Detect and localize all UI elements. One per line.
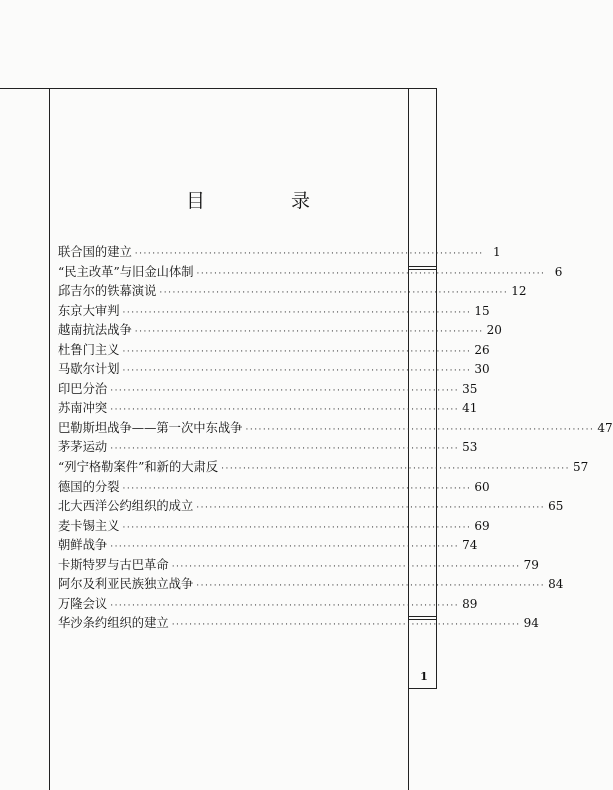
toc-entry[interactable] [58,574,564,594]
toc-entry[interactable] [58,340,490,360]
toc-entry-page: 20 [486,323,502,338]
toc-leader-dots: ················································································ [110,444,460,455]
toc-leader-dots: ················································································ [110,385,460,396]
toc-entry-page: 41 [462,401,478,416]
toc-entry-page: 60 [474,479,490,494]
toc-leader-dots: ················································································ [221,464,571,475]
toc-entry-title: 朝鲜战争 [58,538,108,553]
toc-entry-page: 35 [462,381,478,396]
toc-entry-page: 94 [523,616,539,631]
toc-leader-dots: ················································································ [110,405,460,416]
toc-entry[interactable] [58,594,478,614]
toc-leader-dots: ················································································ [122,346,472,357]
toc-entry-title: 华沙条约组织的建立 [58,616,169,631]
toc-entry-page: 65 [548,499,564,514]
toc-entry-page: 30 [474,362,490,377]
folio-box-bottom [408,688,437,689]
toc-entry-page: 69 [474,518,490,533]
toc-entry[interactable] [58,555,539,575]
top-left-rule [0,88,50,89]
toc-entry-page: 1 [493,245,501,259]
toc-entry[interactable] [58,477,490,497]
toc-entry-page: 15 [474,303,490,318]
toc-entry[interactable] [58,281,527,301]
toc-entry-page: 89 [462,596,478,611]
toc-entry[interactable] [58,242,501,262]
toc-leader-dots: ················································································ [245,424,595,435]
toc-entry[interactable] [58,496,564,516]
toc-entry[interactable] [58,516,490,536]
toc-entry-page: 6 [554,264,563,279]
toc-entry[interactable] [58,262,563,282]
toc-entry-title: 北大西洋公约组织的成立 [58,499,194,514]
toc-entry[interactable] [58,301,490,321]
toc-leader-dots: ················································································ [134,249,484,259]
page-number: 1 [420,670,428,683]
toc-entry-page: 57 [573,460,589,475]
toc-leader-dots: ················································································ [196,268,546,279]
toc-entry-title: 卡斯特罗与古巴革命 [58,557,169,572]
toc-entry[interactable] [58,320,502,340]
toc-entry[interactable] [58,535,478,555]
toc-leader-dots: ················································································ [196,503,546,514]
toc-entry-page: 53 [462,440,478,455]
toc-leader-dots: ················································································ [159,288,509,299]
toc-leader-dots: ················································································ [196,581,546,592]
toc-leader-dots: ················································································ [122,307,472,318]
toc-entry-title: 万隆会议 [58,596,108,611]
toc-entry-page: 79 [523,557,539,572]
toc-leader-dots: ················································································ [110,542,460,553]
toc-entry-page: 12 [511,284,527,299]
toc-leader-dots: ················································································ [171,620,521,631]
toc-leader-dots: ················································································ [134,327,484,338]
toc-entry-title: 苏南冲突 [58,401,108,416]
toc-entry-page: 84 [548,577,564,592]
toc-entry-title: 马歇尔计划 [58,362,120,377]
toc-entry-title: 东京大审判 [58,303,120,318]
toc-entry-title: 巴勒斯坦战争——第一次中东战争 [58,420,243,435]
toc-entry-title: 印巴分治 [58,381,108,396]
toc-entry[interactable] [58,379,478,399]
right-tab-rule-3 [408,616,437,617]
right-tab-rule-1 [408,266,437,267]
toc-entry-page: 47 [597,420,613,435]
toc-entry-title: “列宁格勒案件”和新的大肃反 [58,460,219,475]
toc-entry[interactable] [58,418,613,438]
right-margin-line-top [408,88,437,89]
toc-leader-dots: ················································································ [110,600,460,611]
toc-leader-dots: ················································································ [122,366,472,377]
toc-entry-title: 越南抗法战争 [58,323,132,338]
table-of-contents [58,242,613,633]
toc-entry[interactable] [58,359,490,379]
toc-entry[interactable] [58,437,478,457]
toc-entry[interactable] [58,398,478,418]
toc-leader-dots: ················································································ [122,483,472,494]
toc-leader-dots: ················································································ [171,561,521,572]
toc-entry-title: 茅茅运动 [58,440,108,455]
toc-entry[interactable] [58,457,589,477]
page-title: 目 录 [185,190,351,212]
toc-entry-title: 阿尔及利亚民族独立战争 [58,577,194,592]
toc-entry-title: 德国的分裂 [58,479,120,494]
toc-entry-title: 邱吉尔的铁幕演说 [58,284,157,299]
toc-entry-page: 26 [474,342,490,357]
toc-entry-page: 74 [462,538,478,553]
toc-entry-title: 麦卡锡主义 [58,518,120,533]
toc-entry-title: “民主改革”与旧金山体制 [58,264,194,279]
toc-leader-dots: ················································································ [122,522,472,533]
toc-entry-title: 联合国的建立 [58,245,132,259]
toc-entry[interactable] [58,613,539,633]
toc-entry-title: 杜鲁门主义 [58,342,120,357]
